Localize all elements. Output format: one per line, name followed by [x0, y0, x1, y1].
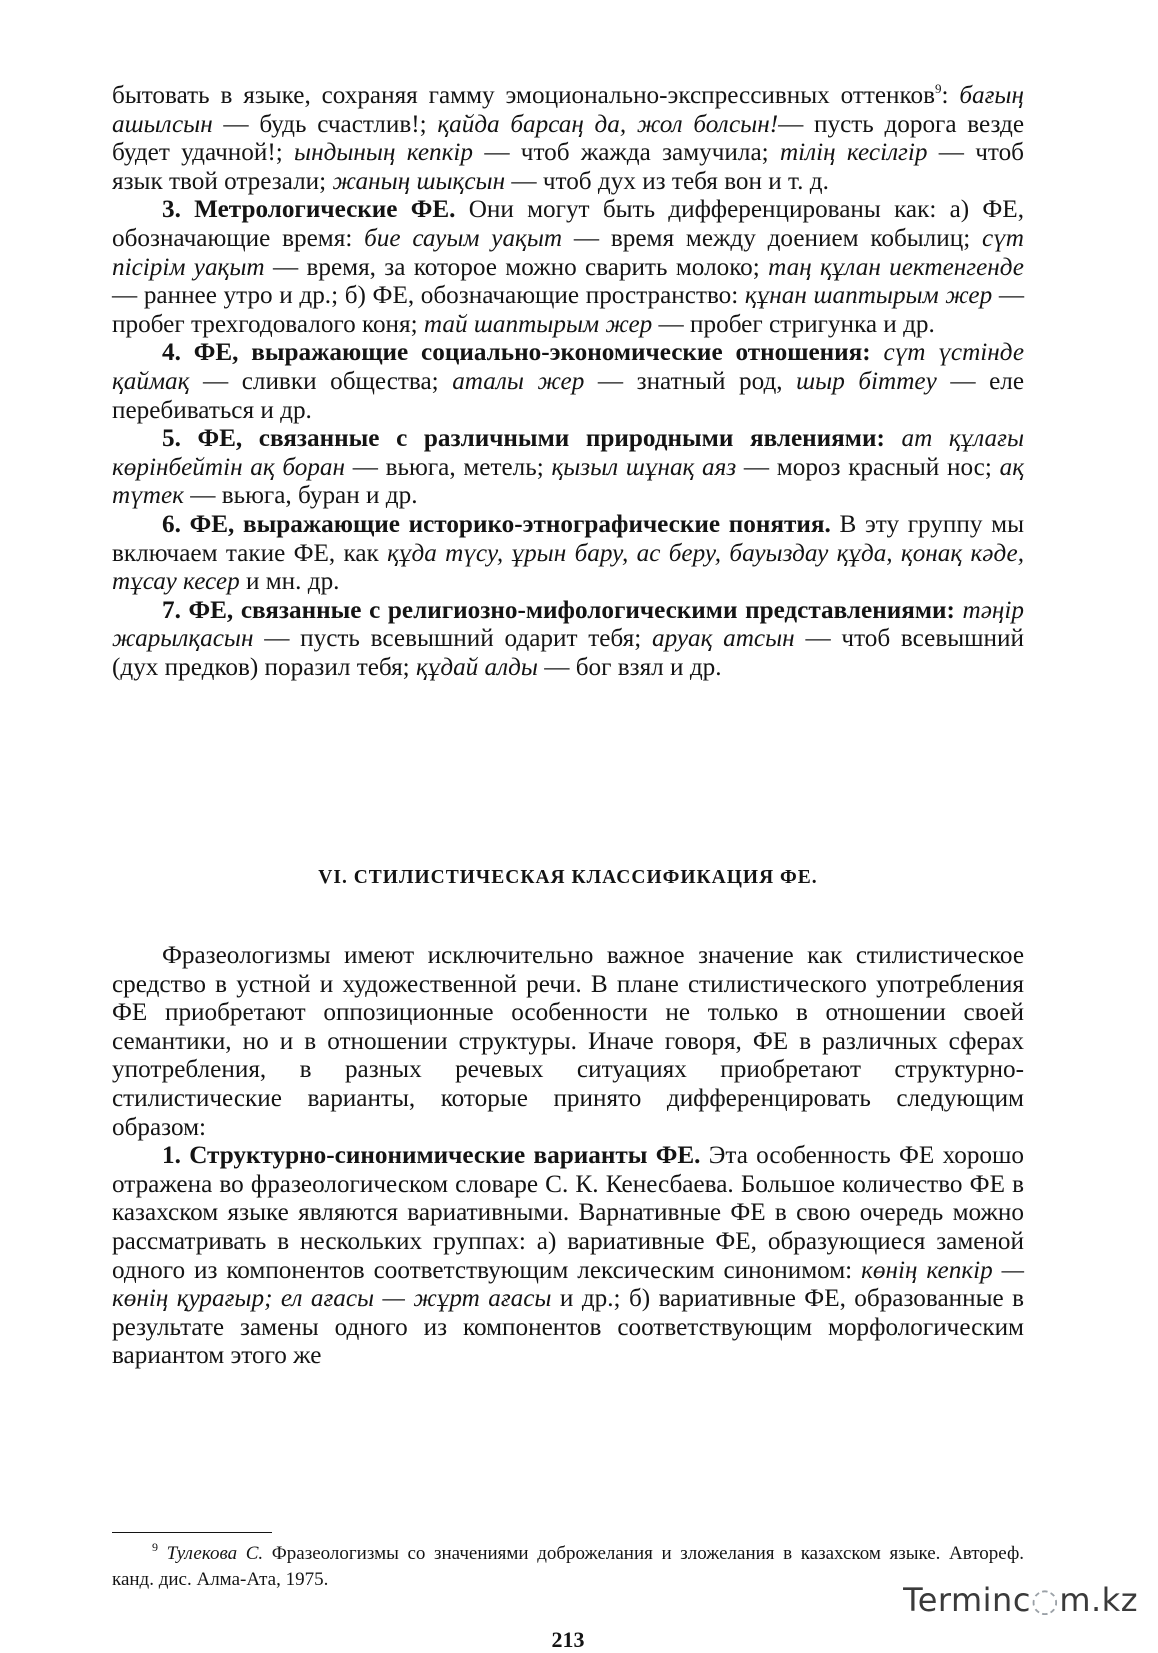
italic-term: тай шаптырым жер	[423, 310, 653, 338]
text-run: Эта особенность ФЕ хорошо отражена во фразеологическом словаре С. К. Кенесбаева. Большое количество ФЕ в казахском языке являются вариативными. Варнативные ФЕ в свою очередь можно рассматривать в нескольких группах: а) вариативные ФЕ, образующиеся заменой одного из компонентов соответствующим лексическим синонимом:	[112, 1142, 1024, 1284]
italic-term: сүт үстінде қаймақ	[112, 339, 1025, 395]
text-run	[871, 339, 884, 366]
text-run	[885, 425, 902, 452]
text-run: — будь счастлив!;	[212, 110, 438, 138]
italic-term: таң құлан иектенгенде	[768, 253, 1024, 281]
text-run: — чтоб язык твой отрезали;	[112, 139, 1024, 195]
text-run: — пусть дорога везде будет удачной!;	[112, 110, 1025, 167]
italic-term: бие сауым уақыт	[364, 224, 563, 252]
paragraph	[112, 82, 1024, 196]
footnote	[112, 1541, 1024, 1593]
italic-term: ындының кепкір	[294, 139, 474, 167]
text-run: — сливки общества;	[189, 367, 453, 395]
text-run: — чтоб дух из тебя вон и т. д.	[505, 167, 829, 195]
top-text-block	[112, 82, 1024, 682]
text-run: — бог взял и др.	[537, 653, 722, 681]
italic-term: тәңір жарылқасын	[112, 596, 1024, 653]
italic-term: ат құлағы көрінбейтін ақ боран	[112, 425, 1025, 481]
footnote-ref: 9	[934, 81, 942, 96]
italic-term: шыр біттеу	[796, 367, 937, 395]
text-run: — чтоб жажда замучила;	[473, 139, 780, 167]
paragraph	[112, 425, 1024, 511]
text-run: — вьюга, буран и др.	[183, 482, 418, 510]
page-number: 213	[551, 1627, 585, 1652]
paragraph	[112, 339, 1024, 425]
italic-term: аталы жер	[452, 367, 585, 395]
paragraph	[112, 942, 1024, 1142]
bold-text: 7. ФЕ, связанные с религиозно-мифологическими представлениями:	[162, 596, 955, 624]
text-run: — пробег стригунка и др.	[652, 310, 935, 338]
italic-term: қайда барсаң да, жол болсын!	[437, 110, 779, 138]
bold-text: 5. ФЕ, связанные с различными природными явлениями:	[162, 425, 885, 453]
text-run: — вьюга, метель;	[345, 453, 552, 481]
italic-term: құда түсу, ұрын бару, ас беру, бауыздау құда, қонақ кәде, тұсау кесер	[112, 539, 1025, 596]
text-run: — время между доением кобылиц;	[562, 224, 983, 252]
text-run: и др.; б) вариативные ФЕ, образованные в результате замены одного из компонентов соответствующим морфологическим вариантом этого же	[112, 1285, 1024, 1370]
text-run: — пробег трехгодовалого коня;	[112, 282, 1025, 338]
italic-term: көнің кепкір — көнің қурағыр; ел ағасы — жұрт ағасы	[112, 1256, 1025, 1313]
italic-term: құнан шаптырым жер	[744, 282, 993, 310]
italic-term: ақ түтек	[112, 453, 1024, 510]
italic-term: қызыл шұнақ аяз	[551, 453, 737, 481]
section-heading: VI. СТИЛИСТИЧЕСКАЯ КЛАССИФИКАЦИЯ ФЕ.	[318, 867, 818, 888]
footnote-text: Фразеологизмы со значениями доброжелания и зложелания в казахском языке. Автореф. канд. дис. Алма-Ата, 1975.	[112, 1543, 1025, 1590]
watermark-mark: ◌	[1030, 1581, 1060, 1619]
text-run: Они могут быть дифференцированы как: а) ФЕ, обозначающие время:	[112, 196, 1024, 252]
section-text-block	[112, 942, 1024, 1371]
italic-term: құдай алды	[415, 653, 538, 681]
italic-term: бағың ашылсын	[112, 82, 1024, 138]
footnote-marker: 9	[152, 1540, 158, 1554]
text-run: — раннее утро и др.; б) ФЕ, обозначающие пространство:	[112, 282, 745, 310]
watermark-text-a: erminc	[917, 1581, 1031, 1619]
text-run: Фразеологизмы имеют исключительно важное значение как стилистическое средство в устной и художественной речи. В плане стилистического употребления ФЕ приобретают оппозиционные особенности не только в отношении своей семантики, но и в отношении структуры. Иначе говоря, ФЕ в различных сферах употребления, в разных речевых ситуациях приобретают структурно-стилистические варианты, которые принято дифференцировать следующим образом:	[112, 942, 1024, 1141]
bold-text: 1. Структурно-синонимические варианты ФЕ.	[162, 1142, 701, 1170]
watermark-text-b: m.kz	[1059, 1581, 1138, 1619]
footnote-author: Тулекова С.	[166, 1543, 264, 1564]
text-run: — пусть всевышний одарит тебя;	[253, 625, 652, 653]
watermark-first-letter: T	[903, 1581, 918, 1619]
paragraph	[112, 511, 1024, 597]
italic-term: аруақ атсын	[651, 625, 795, 653]
italic-term: тілің кесілгір	[779, 139, 928, 167]
paragraph	[112, 1142, 1024, 1371]
text-run: бытовать в языке, сохраняя гамму эмоционально-экспрессивных оттенков	[112, 82, 935, 109]
text-run	[955, 597, 963, 624]
text-run: — еле перебиваться и др.	[112, 367, 1024, 424]
italic-term: сүт пісірім уақыт	[112, 224, 1024, 281]
text-run: В эту группу мы включаем такие ФЕ, как	[112, 510, 1025, 567]
text-run: — чтоб всевышний (дух предков) поразил тебя;	[112, 625, 1024, 681]
text-run: :	[941, 82, 960, 109]
watermark-logo	[903, 1581, 1138, 1619]
bold-text: 3. Метрологические ФЕ.	[162, 196, 456, 224]
paragraph	[112, 196, 1024, 339]
text-run: — мороз красный нос;	[736, 453, 1000, 481]
text-run: — время, за которое можно сварить молоко;	[264, 253, 769, 281]
bold-text: 6. ФЕ, выражающие историко-этнографические понятия.	[162, 510, 831, 538]
bold-text: 4. ФЕ, выражающие социально-экономические отношения:	[162, 339, 871, 367]
footnote-divider	[112, 1532, 272, 1533]
text-run: и мн. др.	[239, 568, 340, 596]
paragraph	[112, 597, 1024, 683]
text-run: — знатный род,	[584, 367, 797, 395]
italic-term: жаның шықсын	[332, 167, 506, 195]
